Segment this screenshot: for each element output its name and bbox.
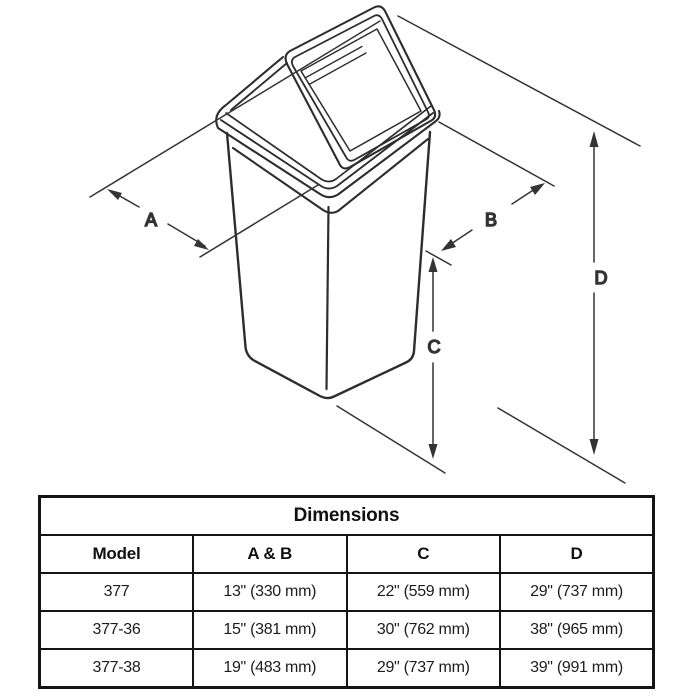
dim-b-arrowhead-lower [441, 239, 456, 251]
dimension-d [398, 16, 640, 483]
table-title: Dimensions [40, 497, 654, 536]
dim-c-label: C [427, 337, 441, 357]
dim-b-arrowhead-upper [530, 183, 545, 195]
cell-model: 377-36 [40, 611, 194, 649]
cell-d: 38" (965 mm) [500, 611, 654, 649]
dim-c-arrowhead-bottom [429, 444, 438, 459]
dim-a-arrow-line [111, 191, 205, 246]
can-front-edge [327, 207, 329, 389]
cell-model: 377 [40, 573, 194, 611]
column-header-model: Model [40, 535, 194, 573]
dimensions-table [38, 495, 655, 689]
dim-a-extension-lower [200, 185, 318, 257]
cell-d: 29" (737 mm) [500, 573, 654, 611]
swing-door-frame-outer [286, 6, 436, 168]
door-detail-line-2 [309, 53, 366, 85]
dim-b-extension-lower [426, 251, 451, 265]
cell-c: 29" (737 mm) [347, 649, 501, 688]
dim-b-extension-upper [439, 122, 554, 186]
dim-d-arrowhead-bottom [590, 439, 599, 455]
dim-a-extension-upper [90, 21, 380, 197]
table-row [40, 573, 654, 611]
ground-line-right [498, 408, 625, 483]
dim-d-arrowhead-top [590, 131, 599, 147]
dim-a-arrowhead-left [107, 189, 122, 200]
table-row [40, 649, 654, 688]
column-header-c: C [347, 535, 501, 573]
cell-a-b: 13" (330 mm) [193, 573, 347, 611]
dimension-c [337, 257, 445, 473]
can-body [227, 132, 430, 398]
swing-lid [216, 6, 439, 197]
dimension-b [426, 122, 554, 265]
cell-c: 22" (559 mm) [347, 573, 501, 611]
dimensions-table-container [38, 495, 655, 689]
ground-line-left [337, 406, 445, 473]
cell-model: 377-38 [40, 649, 194, 688]
lid-gable-inner-edge [231, 63, 287, 110]
dim-a-label: A [144, 210, 158, 230]
column-header-d: D [500, 535, 654, 573]
table-header-row [40, 535, 654, 573]
cell-a-b: 19" (483 mm) [193, 649, 347, 688]
cell-c: 30" (762 mm) [347, 611, 501, 649]
dim-c-arrowhead-top [429, 257, 438, 272]
dim-d-label: D [594, 268, 608, 288]
dim-d-extension-upper [398, 16, 640, 146]
cell-a-b: 15" (381 mm) [193, 611, 347, 649]
column-header-a-b: A & B [193, 535, 347, 573]
table-title-row [40, 497, 654, 536]
table-row [40, 611, 654, 649]
dim-b-label: B [484, 210, 498, 230]
cell-d: 39" (991 mm) [500, 649, 654, 688]
door-detail-line-1 [305, 47, 362, 79]
